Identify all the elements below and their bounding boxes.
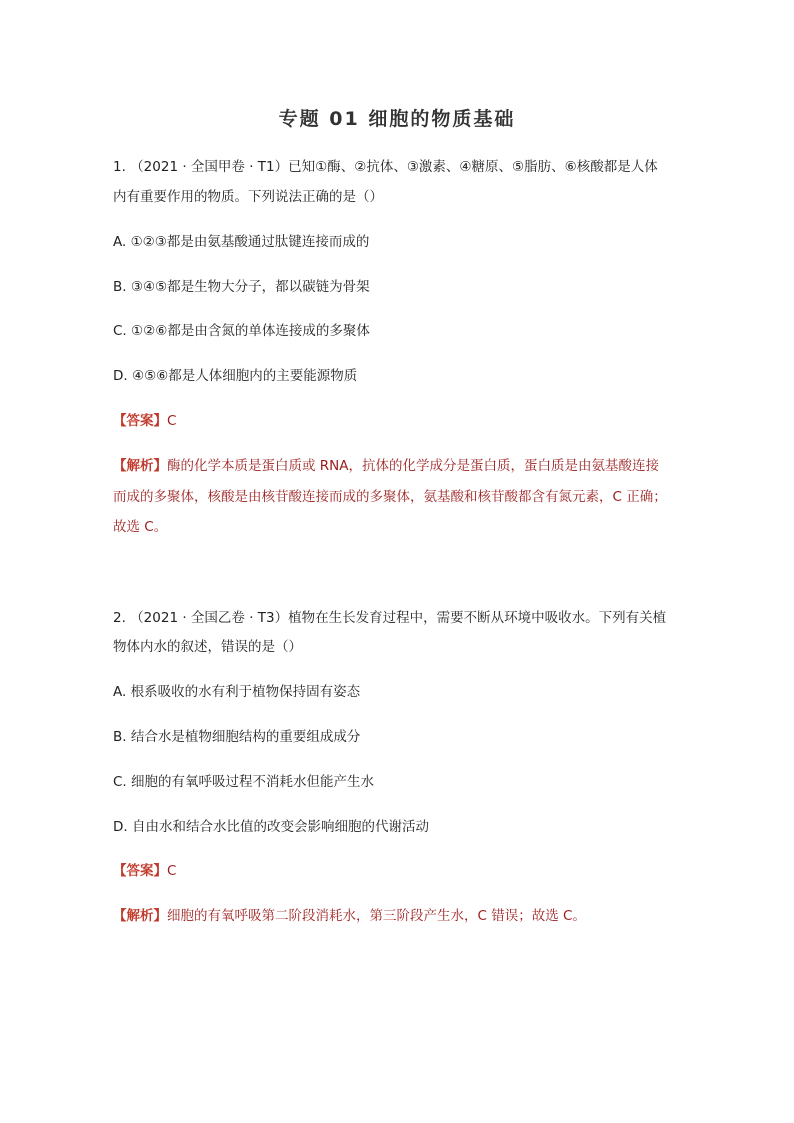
answer-value: C xyxy=(167,413,177,429)
question-1-option-d: D. ④⑤⑥都是人体细胞内的主要能源物质 xyxy=(113,368,358,384)
question-1-stem-line-1: 1. （2021 · 全国甲卷 · T1）已知①酶、②抗体、③激素、④糖原、⑤脂肪、⑥核酸都是人体 xyxy=(113,159,658,175)
question-2-analysis-line-1 xyxy=(113,906,693,926)
analysis-text: 酶的化学本质是蛋白质或 RNA，抗体的化学成分是蛋白质，蛋白质是由氨基酸连接 xyxy=(167,458,660,474)
answer-value: C xyxy=(167,863,177,879)
question-2-answer xyxy=(113,861,693,881)
question-1-answer xyxy=(113,411,693,431)
analysis-tag: 【解析】 xyxy=(113,908,167,924)
question-1-stem-line-2: 内有重要作用的物质。下列说法正确的是（） xyxy=(113,189,383,205)
question-2-option-d: D. 自由水和结合水比值的改变会影响细胞的代谢活动 xyxy=(113,819,429,835)
question-2-option-b: B. 结合水是植物细胞结构的重要组成成分 xyxy=(113,729,361,745)
analysis-text: 细胞的有氧呼吸第二阶段消耗水，第三阶段产生水，C 错误；故选 C。 xyxy=(167,908,586,924)
question-1-option-a: A. ①②③都是由氨基酸通过肽键连接而成的 xyxy=(113,234,370,250)
answer-tag: 【答案】 xyxy=(113,413,167,429)
question-1-analysis-line-3: 故选 C。 xyxy=(113,519,168,535)
question-1-option-c: C. ①②⑥都是由含氮的单体连接成的多聚体 xyxy=(113,323,370,339)
question-1-option-b: B. ③④⑤都是生物大分子，都以碳链为骨架 xyxy=(113,279,370,295)
question-2-stem-line-2: 物体内水的叙述，错误的是（） xyxy=(113,639,302,655)
question-1-analysis-line-2: 而成的多聚体，核酸是由核苷酸连接而成的多聚体，氨基酸和核苷酸都含有氮元素，C 正确； xyxy=(113,489,667,505)
analysis-tag: 【解析】 xyxy=(113,458,167,474)
page-title: 专题 01 细胞的物质基础 xyxy=(278,108,516,130)
question-1-analysis-line-1 xyxy=(113,456,693,476)
question-2-stem-line-1: 2. （2021 · 全国乙卷 · T3）植物在生长发育过程中，需要不断从环境中吸收水。下列有关植 xyxy=(113,610,667,626)
question-2-option-a: A. 根系吸收的水有利于植物保持固有姿态 xyxy=(113,684,361,700)
question-2-option-c: C. 细胞的有氧呼吸过程不消耗水但能产生水 xyxy=(113,774,375,790)
answer-tag: 【答案】 xyxy=(113,863,167,879)
